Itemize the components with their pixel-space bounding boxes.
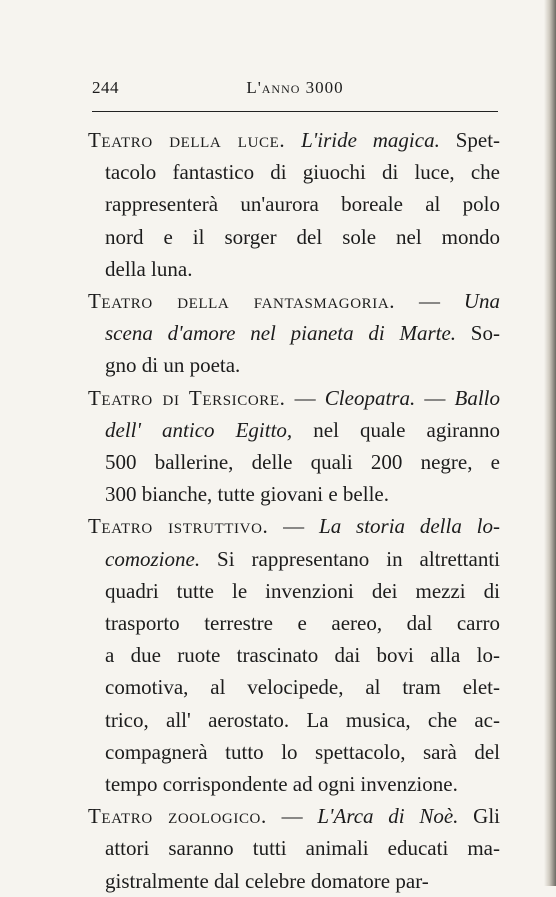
text-line — [88, 156, 500, 188]
text-run: comotiva, al velocipede, al tram elet- — [105, 675, 500, 700]
text-line — [88, 124, 500, 156]
text-run: — — [268, 514, 320, 539]
italic-title: L'iride magica. — [285, 128, 440, 152]
entry-heading: Teatro istruttivo. — [88, 514, 269, 539]
text-line — [88, 478, 500, 510]
text-run: So- — [456, 321, 500, 346]
italic-title: scena d'amore nel pianeta di Marte. — [105, 321, 457, 346]
entry-paragraph — [88, 510, 500, 800]
entry-paragraph — [88, 124, 500, 285]
body-text — [88, 124, 500, 897]
italic-title: dell' antico Egitto, — [105, 417, 293, 442]
text-line — [88, 832, 500, 864]
italic-title: L'Arca di Noè. — [317, 804, 459, 829]
header-rule — [92, 111, 498, 112]
text-run: tacolo fantastico di giuochi di luce, che — [105, 160, 500, 185]
text-run: 300 bianche, tutte giovani e belle. — [105, 482, 389, 507]
entry-paragraph — [88, 800, 500, 897]
text-run: — — [285, 385, 325, 410]
text-line — [88, 671, 500, 703]
text-line — [88, 607, 500, 639]
italic-title: Ballo — [454, 385, 501, 410]
text-run: Si rappresentano in altrettanti — [200, 546, 500, 571]
text-line — [88, 865, 500, 897]
text-line — [88, 704, 500, 736]
text-run: — — [415, 385, 455, 410]
italic-title: comozione. — [105, 546, 201, 571]
text-run: tempo corrispondente ad ogni invenzione. — [105, 772, 458, 797]
entry-heading: Teatro zoologico. — [88, 804, 267, 829]
text-line — [88, 510, 500, 542]
text-line — [88, 285, 500, 317]
text-run: quadri tutte le invenzioni dei mezzi di — [105, 578, 500, 603]
text-run: Spet- — [439, 128, 501, 152]
text-line — [88, 543, 500, 575]
text-line — [88, 414, 500, 446]
text-run: trico, all' aerostato. La musica, che ac- — [105, 707, 500, 732]
text-run: della luna. — [105, 256, 193, 281]
text-line — [88, 639, 500, 671]
text-run: attori saranno tutti animali educati ma- — [105, 836, 500, 861]
entry-paragraph — [88, 285, 500, 382]
text-run: rappresenterà un'aurora boreale al polo — [105, 192, 500, 217]
text-run: nel quale agiranno — [292, 417, 500, 442]
entry-heading: Teatro della luce. — [88, 128, 286, 152]
text-run: a due ruote trascinato dai bovi alla lo- — [105, 643, 500, 668]
text-line — [88, 317, 500, 349]
page-edge-shadow — [544, 0, 556, 886]
running-title: L'anno 3000 — [246, 78, 344, 97]
text-run: Gli — [458, 804, 501, 829]
italic-title: Cleopatra. — [324, 385, 416, 410]
italic-title: La storia della lo- — [319, 514, 500, 539]
italic-title: Una — [463, 289, 500, 314]
text-line — [88, 446, 500, 478]
text-line — [88, 188, 500, 220]
text-line — [88, 253, 500, 285]
text-run: gno di un poeta. — [105, 353, 241, 378]
text-line — [88, 221, 500, 253]
text-run: trasporto terrestre e aereo, dal carro — [105, 611, 500, 636]
running-head — [92, 78, 498, 102]
text-run: nord e il sorger del sole nel mondo — [105, 224, 500, 249]
entry-heading: Teatro di Tersicore. — [88, 385, 286, 410]
text-line — [88, 768, 500, 800]
entry-paragraph — [88, 382, 500, 511]
text-run: — — [395, 289, 464, 314]
text-line — [88, 575, 500, 607]
text-run: gistralmente dal celebre domatore par- — [105, 868, 429, 893]
text-line — [88, 382, 500, 414]
text-run: — — [266, 804, 318, 829]
text-line — [88, 736, 500, 768]
text-run: 500 ballerine, delle quali 200 negre, e — [105, 450, 500, 475]
text-line — [88, 800, 500, 832]
page-number: 244 — [92, 78, 119, 97]
text-line — [88, 349, 500, 381]
entry-heading: Teatro della fantasmagoria. — [88, 289, 396, 314]
text-run: compagnerà tutto lo spettacolo, sarà del — [105, 739, 500, 764]
